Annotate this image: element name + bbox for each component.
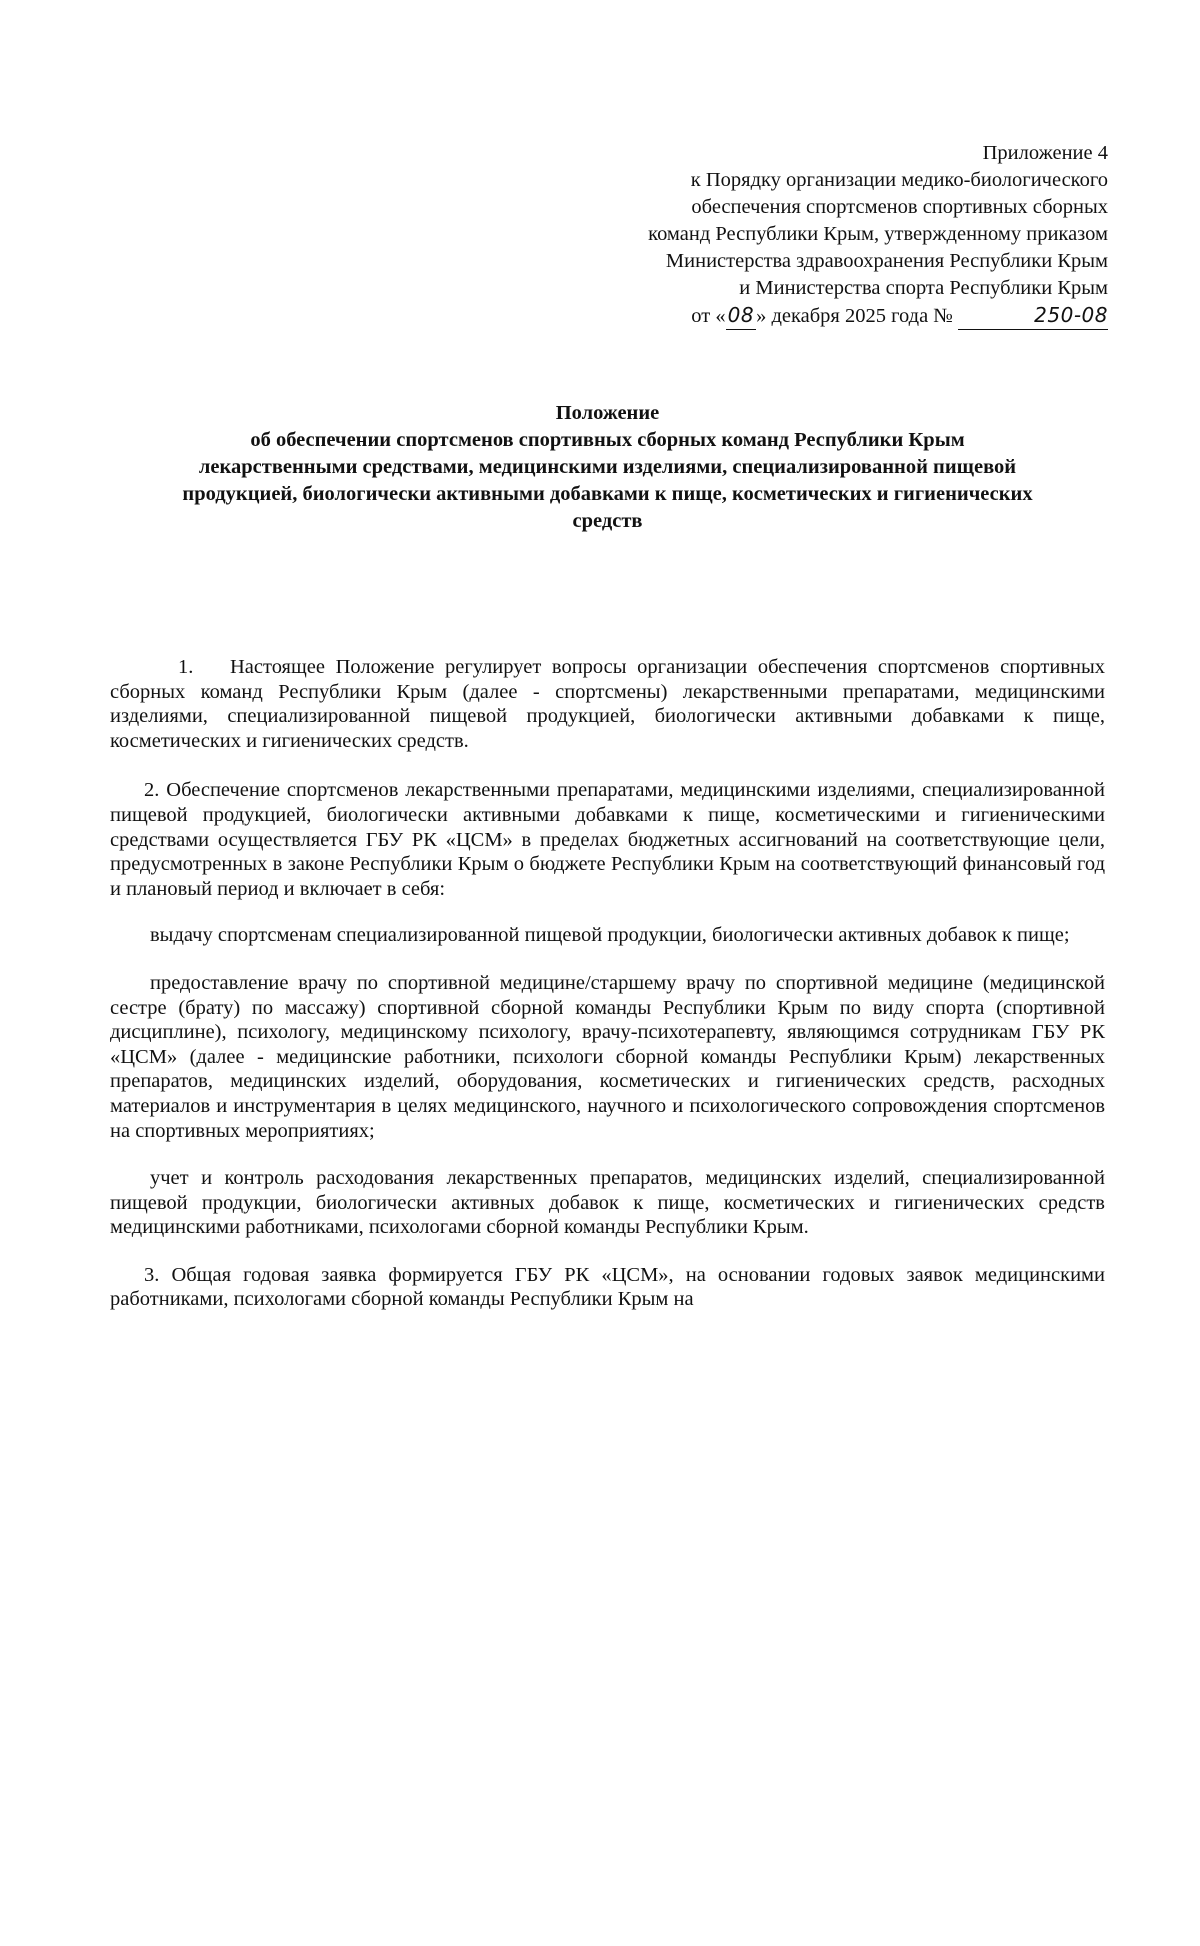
list-item: учет и контроль расходования лекарственных препаратов, медицинских изделий, специализированной пищевой продукции, биологически активных добавок к пище, косметических и гигиенических средств медицинскими работниками, психологами сборной команды Республики Крым. <box>110 1167 1105 1239</box>
document-title <box>110 400 1105 535</box>
paragraph-text: Настоящее Положение регулирует вопросы организации обеспечения спортсменов спортивных сборных команд Республики Крым (далее - спортсмены) лекарственными препаратами, медицинскими изделиями, специализированной пищевой продукцией, биологически активными добавками к пище, косметических и гигиенических средств. <box>110 656 1105 752</box>
paragraph-number: 1. <box>178 656 194 678</box>
order-date-line <box>520 302 1108 330</box>
document-body <box>110 655 1105 1337</box>
date-middle: » декабря 2025 года № <box>756 305 953 327</box>
handwritten-day: 08 <box>726 302 756 330</box>
appendix-line: к Порядку организации медико-биологического <box>690 169 1108 191</box>
appendix-line: и Министерства спорта Республики Крым <box>739 277 1108 299</box>
appendix-line: команд Республики Крым, утвержденному приказом <box>648 223 1108 245</box>
paragraph-1 <box>110 655 1105 753</box>
date-prefix: от « <box>691 305 726 327</box>
appendix-header <box>520 140 1108 330</box>
paragraph-3: 3. Общая годовая заявка формируется ГБУ РК «ЦСМ», на основании годовых заявок медицинскими работниками, психологами сборной команды Республики Крым на <box>110 1263 1105 1311</box>
handwritten-order-number: 250-08 <box>958 302 1108 330</box>
title-line: средств <box>572 510 643 532</box>
paragraph-2: 2. Обеспечение спортсменов лекарственными препаратами, медицинскими изделиями, специализированной пищевой продукцией, биологически активными добавками к пище, косметическими и гигиеническими средствами осуществляется ГБУ РК «ЦСМ» в пределах бюджетных ассигнований на соответствующие цели, предусмотренных в законе Республики Крым о бюджете Республики Крым на соответствующий финансовый год и плановый период и включает в себя: <box>110 779 1105 900</box>
appendix-line: обеспечения спортсменов спортивных сборных <box>691 196 1108 218</box>
list-item: выдачу спортсменам специализированной пищевой продукции, биологически активных добавок к пище; <box>150 924 1070 947</box>
title-heading: Положение <box>555 402 660 424</box>
title-line: об обеспечении спортсменов спортивных сборных команд Республики Крым <box>250 429 965 451</box>
appendix-number: Приложение 4 <box>982 142 1108 164</box>
title-line: лекарственными средствами, медицинскими изделиями, специализированной пищевой <box>198 456 1017 478</box>
list-item: предоставление врачу по спортивной медицине/старшему врачу по спортивной медицине (медицинской сестре (брату) по массажу) спортивной сборной команды Республики Крым по виду спорта (спортивной дисциплине), психологу, медицинскому психологу, врачу-психотерапевту, являющимся сотрудникам ГБУ РК «ЦСМ» (далее - медицинские работники, психологи сборной команды Республики Крым) лекарственных препаратов, медицинских изделий, оборудования, косметических и гигиенических средств, расходных материалов и инструментария в целях медицинского, научного и психологического сопровождения спортсменов на спортивных мероприятиях; <box>110 971 1105 1142</box>
appendix-line: Министерства здравоохранения Республики Крым <box>665 250 1108 272</box>
title-line: продукцией, биологически активными добавками к пище, косметических и гигиенических <box>182 483 1033 505</box>
